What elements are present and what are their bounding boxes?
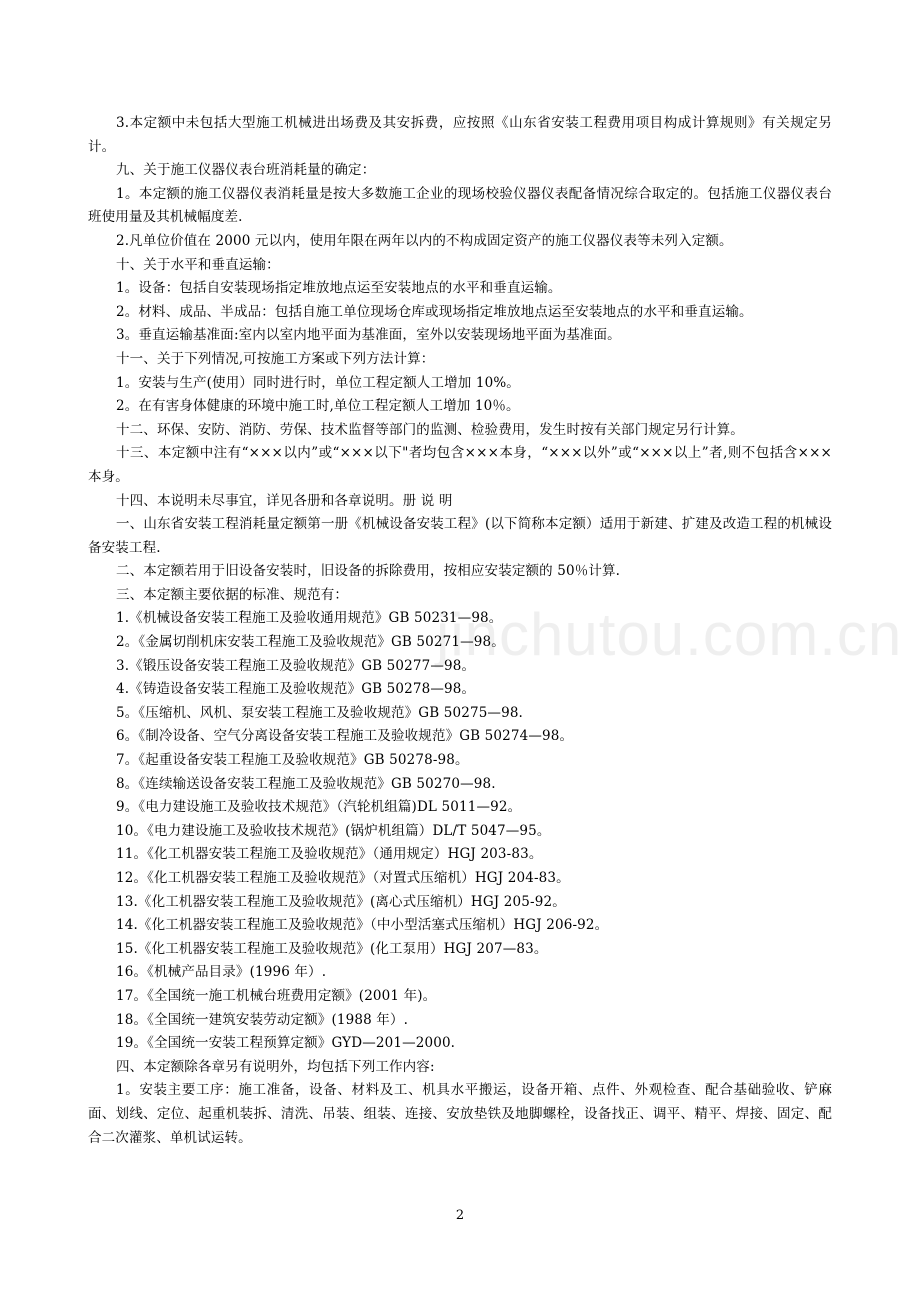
section-heading: 四、本定额除各章另有说明外，均包括下列工作内容:: [116, 1058, 435, 1075]
standard-item: 10。《电力建设施工及验收技术规范》(锅炉机组篇）DL/T 5047—95。: [116, 822, 551, 839]
list-item: 1。设备：包括自安装现场指定堆放地点运至安装地点的水平和垂直运输。: [116, 280, 562, 297]
list-item: 3。垂直运输基准面:室内以室内地平面为基准面，室外以安装现场地平面为基准面。: [116, 327, 621, 344]
standard-item: 3.《锻压设备安装工程施工及验收规范》GB 50277—98。: [116, 657, 476, 674]
page-number: 2: [455, 1208, 465, 1223]
standard-item: 6。《制冷设备、空气分离设备安装工程施工及验收规范》GB 50274—98。: [116, 728, 574, 745]
section-heading: 三、本定额主要依据的标准、规范有：: [116, 586, 349, 603]
paragraph: 一、山东省安装工程消耗量定额第一册《机械设备安装工程》(以下简称本定额）适用于新建、扩建及改造工程的机械设备安装工程.: [88, 516, 832, 556]
standard-item: 9。《电力建设施工及验收技术规范》（汽轮机组篇)DL 5011—92。: [116, 799, 522, 816]
standard-item: 18。《全国统一建筑安装劳动定额》(1988 年）.: [116, 1011, 409, 1028]
section-heading: 十三、本定额中注有“×××以内”或“×××以下"者均包含×××本身，“×××以外”或“×××以上”者,则不包括含×××本身。: [88, 445, 832, 485]
paragraph: 二、本定额若用于旧设备安装时，旧设备的拆除费用，按相应安装定额的 50％计算.: [116, 563, 621, 580]
standard-item: 15.《化工机器安装工程施工及验收规范》(化工泵用）HGJ 207—83。: [116, 940, 548, 957]
standard-item: 14.《化工机器安装工程施工及验收规范》（中小型活塞式压缩机）HGJ 206-92。: [116, 917, 609, 934]
standard-item: 12。《化工机器安装工程施工及验收规范》（对置式压缩机）HGJ 204-83。: [116, 870, 570, 886]
standard-item: 17。《全国统一施工机械台班费用定额》(2001 年)。: [116, 987, 437, 1004]
paragraph: 2.凡单位价值在 2000 元以内，使用年限在两年以内的不构成固定资产的施工仪器仪表等未列入定额。: [116, 232, 733, 249]
standard-item: 1.《机械设备安装工程施工及验收通用规范》GB 50231—98。: [116, 610, 503, 627]
paragraph: 1。本定额的施工仪器仪表消耗量是按大多数施工企业的现场校验仪器仪表配备情况综合取定的。包括施工仪器仪表台班使用量及其机械幅度差.: [88, 185, 832, 226]
standard-item: 16。《机械产品目录》(1996 年）.: [116, 964, 327, 981]
paragraph: 3.本定额中未包括大型施工机械进出场费及其安拆费，应按照《山东省安装工程费用项目构成计算规则》有关规定另计。: [88, 115, 832, 155]
paragraph: 1。安装主要工序：施工准备，设备、材料及工、机具水平搬运，设备开箱、点件、外观检查、配合基础验收、铲麻面、划线、定位、起重机装拆、清洗、吊装、组装、连接、安放垫铁及地脚螺栓，设备找正、调平、精平、焊接、固定、配合二次灌浆、单机试运转。: [88, 1082, 832, 1146]
list-item: 1。安装与生产(使用）同时进行时，单位工程定额人工增加 10%。: [116, 374, 520, 391]
watermark: jinchutou.com.cn: [436, 601, 903, 668]
standard-item: 5。《压缩机、风机、泵安装工程施工及验收规范》GB 50275—98.: [116, 704, 523, 721]
list-item: 2。材料、成品、半成品：包括自施工单位现场仓库或现场指定堆放地点运至安装地点的水平和垂直运输。: [116, 303, 753, 320]
standard-item: 13.《化工机器安装工程施工及验收规范》(离心式压缩机）HGJ 205-92。: [116, 893, 566, 910]
section-heading: 九、关于施工仪器仪表台班消耗量的确定：: [116, 162, 376, 179]
standard-item: 19。《全国统一安装工程预算定额》GYD—201—2000.: [116, 1035, 456, 1052]
document-body: [88, 112, 832, 1150]
section-heading: 十二、环保、安防、消防、劳保、技术监督等部门的监测、检验费用，发生时按有关部门规定另行计算。: [116, 421, 744, 438]
section-heading: 十四、本说明未尽事宜，详见各册和各章说明。册 说 明: [116, 492, 453, 509]
standard-item: 4.《铸造设备安装工程施工及验收规范》GB 50278—98。: [116, 681, 476, 698]
standard-item: 8。《连续输送设备安装工程施工及验收规范》GB 50270—98.: [116, 775, 496, 792]
list-item: 2。在有害身体健康的环境中施工时,单位工程定额人工增加 10％。: [116, 398, 520, 415]
standard-item: 2。《金属切削机床安装工程施工及验收规范》GB 50271—98。: [116, 634, 505, 651]
standard-item: 7。《起重设备安装工程施工及验收规范》GB 50278-98。: [116, 752, 469, 769]
standard-item: 11。《化工机器安装工程施工及验收规范》（通用规定）HGJ 203-83。: [116, 846, 543, 863]
section-heading: 十、关于水平和垂直运输：: [116, 256, 280, 273]
section-heading: 十一、关于下列情况,可按施工方案或下列方法计算：: [116, 350, 435, 367]
